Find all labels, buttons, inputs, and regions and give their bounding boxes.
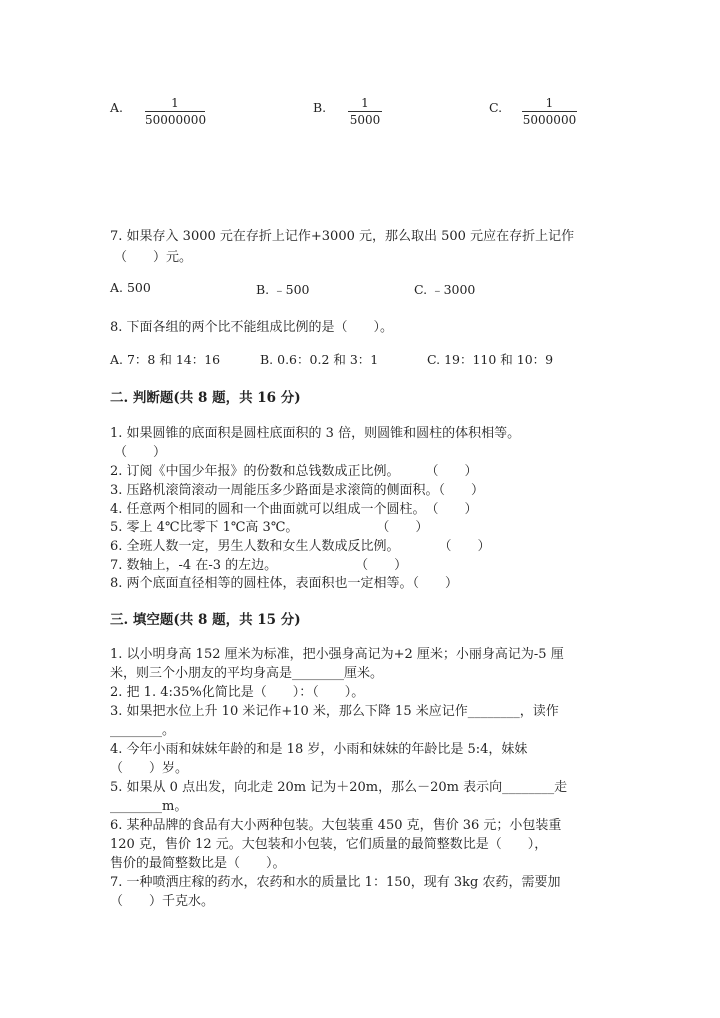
section3-item: 7. 一种喷洒庄稼的药水，农药和水的质量比 1：150，现有 3kg 农药，需要加 [110, 875, 561, 890]
section3-item: ________。 [110, 723, 176, 738]
q6-option-c-fraction [522, 96, 577, 128]
section2-item: 1. 如果圆锥的底面积是圆柱底面积的 3 倍，则圆锥和圆柱的体积相等。 [110, 426, 521, 441]
section3-item: 1. 以小明身高 152 厘米为标准，把小强身高记为+2 厘米；小丽身高记为-5 厘 [110, 647, 564, 662]
fraction-numerator: 1 [545, 96, 554, 110]
q6-option-b-fraction [348, 96, 382, 128]
section2-item: 7. 数轴上，-4 在-3 的左边。 （ ） [110, 558, 408, 573]
q7-stem-line2: （ ）元。 [114, 250, 193, 265]
section2-item: 8. 两个底面直径相等的圆柱体，表面积也一定相等。（ ） [110, 576, 459, 591]
section2-item: 5. 零上 4℃比零下 1℃高 3℃。 （ ） [110, 520, 429, 535]
section3-item: 3. 如果把水位上升 10 米记作+10 米，那么下降 15 米应记作________，读作 [110, 704, 559, 719]
section2-item: （ ） [114, 445, 167, 460]
section3-item: 120 克，售价 12 元。大包装和小包装，它们质量的最简整数比是（ ）， [110, 837, 548, 852]
q8-option-c: C. 19：110 和 10：9 [427, 352, 554, 367]
fraction-denominator: 5000000 [522, 113, 577, 127]
section3-item: 米，则三个小朋友的平均身高是________厘米。 [110, 666, 384, 681]
section3-item: （ ）岁。 [110, 761, 189, 776]
section2-item: 3. 压路机滚筒滚动一周能压多少路面是求滚筒的侧面积。（ ） [110, 483, 485, 498]
q7-stem-line1: 7. 如果存入 3000 元在存折上记作+3000 元，那么取出 500 元应在存折上记作 [110, 229, 575, 244]
section3-item: 2. 把 1. 4:35%化简比是（ ）：（ ）。 [110, 685, 365, 700]
fraction-denominator: 5000 [349, 113, 381, 127]
q6-option-a-label: A. [110, 100, 124, 115]
q7-option-a: A. 500 [110, 280, 151, 295]
fraction-numerator: 1 [361, 96, 369, 110]
fraction-numerator: 1 [171, 96, 179, 110]
q6-option-b-label: B. [313, 100, 327, 115]
fraction-denominator: 50000000 [145, 113, 207, 127]
section3-item: （ ）千克水。 [110, 894, 215, 909]
q6-option-a-fraction [145, 96, 205, 128]
q8-stem: 8. 下面各组的两个比不能组成比例的是（ ）。 [110, 320, 394, 335]
section3-item: 售价的最简整数比是（ ）。 [110, 856, 286, 871]
section2-item: 2. 订阅《中国少年报》的份数和总钱数成正比例。 （ ） [110, 464, 478, 479]
section3-item: 5. 如果从 0 点出发，向北走 20m 记为＋20m，那么－20m 表示向________走 [110, 780, 568, 795]
section2-item: 6. 全班人数一定，男生人数和女生人数成反比例。 （ ） [110, 539, 491, 554]
section3-item: 4. 今年小雨和妹妹年龄的和是 18 岁，小雨和妹妹的年龄比是 5:4，妹妹 [110, 742, 528, 757]
section3-item: 6. 某种品牌的食品有大小两种包装。大包装重 450 克，售价 36 元；小包装重 [110, 818, 562, 833]
q6-option-c-label: C. [489, 100, 503, 115]
q8-option-a: A. 7：8 和 14：16 [110, 352, 221, 367]
section3-item: ________m。 [110, 799, 188, 814]
q8-option-b: B. 0.6：0.2 和 3：1 [260, 352, 379, 367]
section2-title: 二. 判断题(共 8 题，共 16 分) [110, 390, 301, 406]
section3-title: 三. 填空题(共 8 题，共 15 分) [110, 612, 301, 628]
q7-option-b: B. ﹣500 [256, 282, 310, 297]
section2-item: 4. 任意两个相同的圆和一个曲面就可以组成一个圆柱。 （ ） [110, 502, 478, 517]
q7-option-c: C. ﹣3000 [414, 282, 476, 297]
